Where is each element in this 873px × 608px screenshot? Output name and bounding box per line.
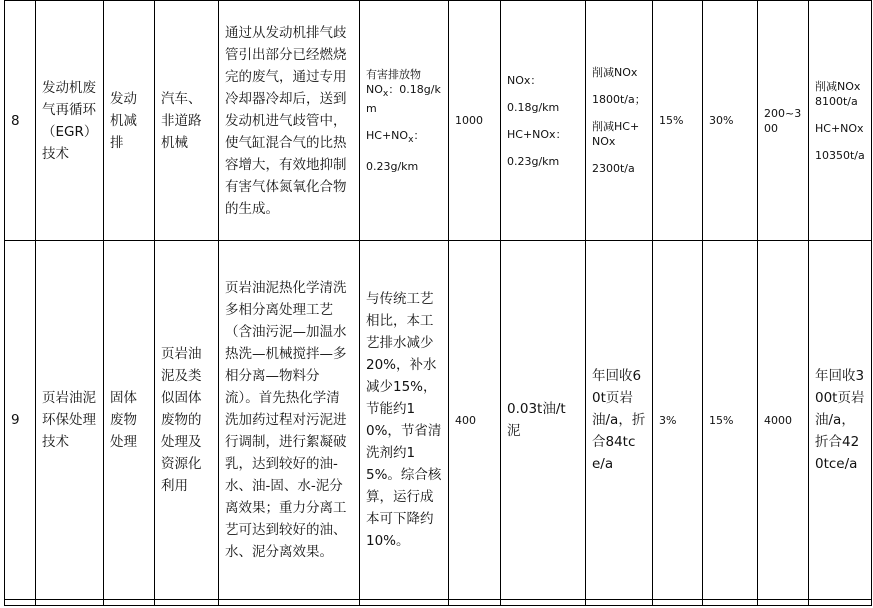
- tech-name: 页岩油泥环保处理技术: [42, 390, 96, 450]
- table-row: [5, 241, 872, 600]
- empty-cell: [703, 600, 758, 606]
- pct-now: 15%: [659, 114, 684, 127]
- category-cell: [104, 241, 155, 600]
- before-nox-label: NO: [366, 82, 383, 96]
- pct-future: 15%: [709, 413, 734, 427]
- pct-now-cell: [653, 241, 703, 600]
- tech-table: [4, 0, 872, 606]
- empty-cell: [809, 600, 872, 606]
- table-wrapper: [4, 0, 872, 606]
- row-number: 9: [11, 412, 20, 428]
- empty-cell: [104, 600, 155, 606]
- before-hc-value: 0.23g/km: [366, 160, 419, 174]
- total-reduction-cell: [809, 241, 872, 600]
- application: 汽车、非道路机械: [161, 90, 202, 151]
- description: 页岩油泥热化学清洗多相分离处理工艺（含油污泥—加温水热洗—机械搅拌—多相分离—物料分流）。首先热化学清洗加药过程对污泥进行调制，进行絮凝破乳，达到较好的油-水、油-固、水-泥分离效果；重力分离工艺可达到较好的油、水、泥分离效果。: [225, 280, 347, 560]
- reduction-nox-label: 削减NOx: [592, 66, 638, 79]
- empty-cell: [653, 600, 703, 606]
- investment-cell: [449, 1, 501, 241]
- application-cell: [155, 1, 219, 241]
- before-cell: [360, 241, 449, 600]
- category: 发动机减排: [110, 90, 137, 151]
- before-hc-label: HC+NO: [366, 129, 409, 142]
- before-heading: 有害排放物: [366, 67, 421, 81]
- description-cell: [219, 241, 360, 600]
- spacer: [366, 147, 442, 159]
- tech-name: 发动机废气再循环（EGR）技术: [42, 79, 96, 162]
- description-cell: [219, 1, 360, 241]
- table-row: [5, 1, 872, 241]
- after-cell: [501, 1, 586, 241]
- after-text: 0.03t油/t泥: [507, 401, 566, 439]
- total-reduction-hc-value: 10350t/a: [815, 148, 865, 162]
- empty-cell: [36, 600, 104, 606]
- total-reduction-text: 年回收300t页岩油/a，折合420tce/a: [815, 368, 865, 472]
- spacer: [507, 142, 579, 154]
- empty-cell: [501, 600, 586, 606]
- reduction-nox-value: 1800t/a；: [592, 93, 646, 106]
- tech-name-cell: [36, 241, 104, 600]
- description: 通过从发动机排气歧管引出部分已经燃烧完的废气，通过专用冷却器冷却后，送到发动机进气歧管中，使气缸混合气的比热容增大，有效地抑制有害气体氮氧化合物的生成。: [225, 24, 347, 217]
- empty-cell: [155, 600, 219, 606]
- investment: 400: [455, 413, 476, 427]
- application: 页岩油泥及类似固体废物的处理及资源化利用: [161, 346, 202, 494]
- row-number-cell: [5, 1, 36, 241]
- investment: 1000: [455, 114, 483, 127]
- reduction-cell: [586, 241, 653, 600]
- after-hc-label: HC+NOx：: [507, 127, 567, 141]
- total-cell: [758, 241, 809, 600]
- spacer: [507, 115, 579, 127]
- total: 4000: [764, 413, 792, 427]
- spacer: [592, 149, 646, 161]
- row-number: 8: [11, 112, 20, 129]
- empty-cell: [586, 600, 653, 606]
- empty-cell: [758, 600, 809, 606]
- before-cell: [360, 1, 449, 241]
- spacer: [592, 107, 646, 119]
- total-reduction-hc-label: HC+NOx: [815, 121, 864, 135]
- spacer: [815, 136, 865, 148]
- empty-cell: [5, 600, 36, 606]
- pct-future-cell: [703, 1, 758, 241]
- total: 200~300: [764, 106, 802, 135]
- before-nox-value: ：0.18g/km: [366, 82, 441, 115]
- empty-cell: [219, 600, 360, 606]
- table-row-partial: [5, 600, 872, 606]
- pct-future: 30%: [709, 114, 734, 127]
- investment-cell: [449, 241, 501, 600]
- after-hc-value: 0.23g/km: [507, 154, 560, 168]
- pct-now-cell: [653, 1, 703, 241]
- after-cell: [501, 241, 586, 600]
- row-number-cell: [5, 241, 36, 600]
- reduction-hc-label: 削减HC+NOx: [592, 120, 640, 148]
- after-nox-value: 0.18g/km: [507, 100, 560, 114]
- total-reduction-cell: [809, 1, 872, 241]
- before-text: 与传统工艺相比，本工艺排水减少20%，补水减少15%，节能约10%，节省清洗剂约15%。综合核算，运行成本可下降约10%。: [366, 291, 442, 549]
- category: 固体废物处理: [110, 390, 137, 450]
- pct-now: 3%: [659, 413, 677, 427]
- reduction-text: 年回收60t页岩油/a，折合84tce/a: [592, 368, 646, 472]
- reduction-cell: [586, 1, 653, 241]
- spacer: [366, 116, 442, 128]
- spacer: [815, 109, 865, 121]
- pct-future-cell: [703, 241, 758, 600]
- tech-name-cell: [36, 1, 104, 241]
- application-cell: [155, 241, 219, 600]
- empty-cell: [449, 600, 501, 606]
- before-hc-colon: ：: [413, 129, 425, 142]
- after-nox-label: NOx：: [507, 73, 542, 87]
- before-hc-sub: x: [408, 134, 414, 146]
- total-reduction-nox: 削减NOx 8100t/a: [815, 79, 864, 108]
- spacer: [592, 80, 646, 92]
- spacer: [507, 88, 579, 100]
- reduction-hc-value: 2300t/a: [592, 162, 635, 175]
- before-nox-sub: x: [382, 88, 389, 99]
- total-cell: [758, 1, 809, 241]
- empty-cell: [360, 600, 449, 606]
- category-cell: [104, 1, 155, 241]
